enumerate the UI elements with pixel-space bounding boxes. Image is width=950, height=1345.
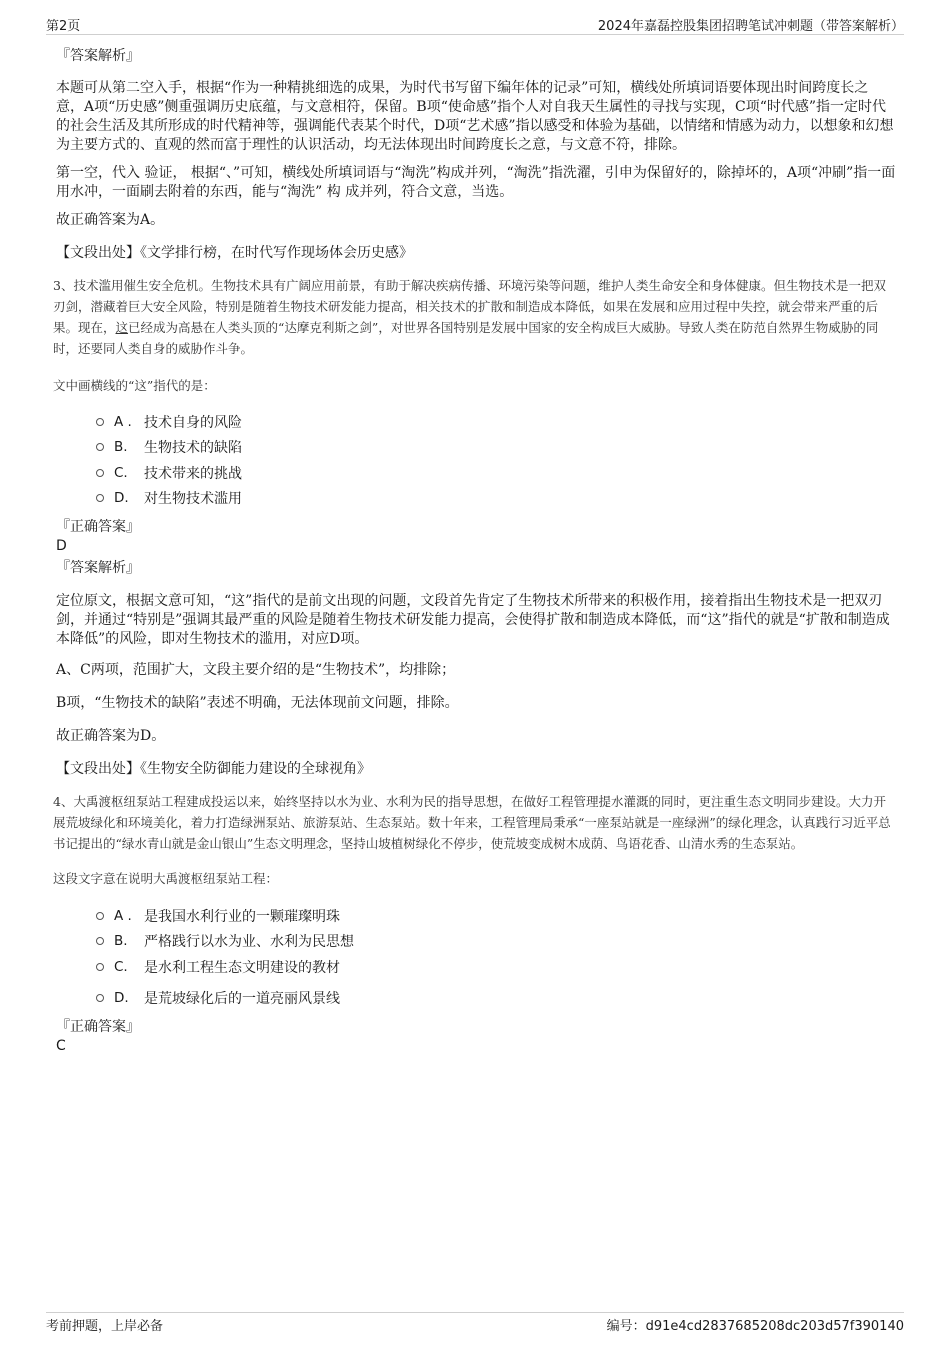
source-citation: 【文段出处】《生物安全防御能力建设的全球视角》 [56,761,371,777]
analysis-paragraph: 定位原文，根据文意可知，“这”指代的是前文出现的问题，文段首先肯定了生物技术所带来的积极作用，接着指出生物技术是一把双刃剑，并通过“特别是”强调其最严重的风险是随着生物技术研发能力提高，会使得扩散和制造成本降低，而“这”指代的就是“扩散和制造成本降低”的风险，即对生物技术的滥用，对应D项。 [56,593,890,647]
option-b[interactable]: B. 生物技术的缺陷 [96,435,896,461]
radio-button[interactable] [96,443,104,451]
radio-button[interactable] [96,494,104,502]
question-3-prompt: 文中画横线的“这”指代的是： [53,378,216,393]
analysis-conclusion: 故正确答案为D。 [56,728,166,744]
option-d[interactable]: D. 是荒坡绿化后的一道亮丽风景线 [96,986,896,1012]
question-4-prompt: 这段文字意在说明大禹渡枢纽泵站工程： [53,871,279,886]
option-a[interactable]: A . 是我国水利行业的一颗璀璨明珠 [96,903,896,929]
page-header [46,14,904,35]
option-a[interactable]: A . 技术自身的风险 [96,409,896,435]
question-3-options [56,409,896,511]
radio-button[interactable] [96,963,104,971]
option-b[interactable]: B. 严格践行以水为业、水利为民思想 [96,929,896,955]
analysis-paragraph: B项，“生物技术的缺陷”表述不明确，无法体现前文问题，排除。 [56,695,459,711]
document-id: 编号：d91e4cd2837685208dc203d57f390140 [606,1319,904,1334]
radio-button[interactable] [96,912,104,920]
analysis-label: 『答案解析』 [56,560,140,576]
correct-answer-label: 『正确答案』 [56,519,140,535]
analysis-paragraph: 本题可从第二空入手，根据“作为一种精挑细选的成果，为时代书写留下编年体的记录”可知，横线处所填词语要体现出时间跨度长之意，A项“历史感”侧重强调历史底蕴，与文意相符，保留。B项“使命感”指个人对自我天生属性的寻找与实现，C项“时代感”指一定时代的社会生活及其所形成的时代精神等，强调能代表某个时代，D项“艺术感”指以感受和体验为基础，以情绪和情感为动力，以想象和幻想为主要方式的、直观的然而富于理性的认识活动，均无法体现出时间跨度长之意，与文意不符，排除。 [56,80,894,153]
option-c[interactable]: C. 技术带来的挑战 [96,460,896,486]
question-4-options [56,903,896,1011]
option-c[interactable]: C. 是水利工程生态文明建设的教材 [96,954,896,980]
page-number: 第2页 [46,19,81,34]
correct-answer: C [56,1038,66,1054]
underlined-word: 这 [115,320,129,335]
analysis-paragraph: 第一空，代入 验证， 根据“、”可知，横线处所填词语与“淘洗”构成并列，“淘洗”指洗濯，引申为保留好的，除掉坏的，A项“冲刷”指一面用水冲，一面刷去附着的东西，能与“淘洗” 构 成并列，符合文意，当选。 [56,165,896,200]
page-content [53,40,896,1056]
question-3-text: 3、技术滥用催生安全危机。生物技术具有广阔应用前景，有助于解决疾病传播、环境污染等问题，维护人类生命安全和身体健康。但生物技术是一把双刃剑，潜藏着巨大安全风险，特别是随着生物技术研发能力提高，相关技术的扩散和制造成本降低，如果在发展和应用过程中失控，就会带来严重的后果。现在，这已经成为高悬在人类头顶的“达摩克利斯之剑”，对世界各国特别是发展中国家的安全构成巨大威胁。导致人类在防范自然界生物威胁的同时，还要同人类自身的威胁作斗争。 [53,278,886,356]
radio-button[interactable] [96,418,104,426]
document-title: 2024年嘉磊控股集团招聘笔试冲刺题（带答案解析） [597,19,904,34]
source-citation: 【文段出处】《文学排行榜，在时代写作现场体会历史感》 [56,245,413,261]
footer-slogan: 考前押题，上岸必备 [46,1319,164,1334]
correct-answer-label: 『正确答案』 [56,1019,140,1035]
radio-button[interactable] [96,469,104,477]
radio-button[interactable] [96,994,104,1002]
analysis-paragraph: A、C两项，范围扩大，文段主要介绍的是“生物技术”，均排除； [56,662,456,678]
page-footer [46,1312,904,1335]
analysis-conclusion: 故正确答案为A。 [56,212,165,228]
analysis-label: 『答案解析』 [56,48,140,64]
radio-button[interactable] [96,937,104,945]
correct-answer: D [56,538,67,554]
option-d[interactable]: D. 对生物技术滥用 [96,486,896,512]
question-4-text: 4、大禹渡枢纽泵站工程建成投运以来，始终坚持以水为业、水利为民的指导思想，在做好工程管理提水灌溉的同时，更注重生态文明同步建设。大力开展荒坡绿化和环境美化，着力打造绿洲泵站、旅游泵站、生态泵站。数十年来，工程管理局秉承“一座泵站就是一座绿洲”的绿化理念，认真践行习近平总书记提出的“绿水青山就是金山银山”生态文明理念，坚持山坡植树绿化不停步，使荒坡变成树木成荫、鸟语花香、山清水秀的生态泵站。 [53,794,891,851]
